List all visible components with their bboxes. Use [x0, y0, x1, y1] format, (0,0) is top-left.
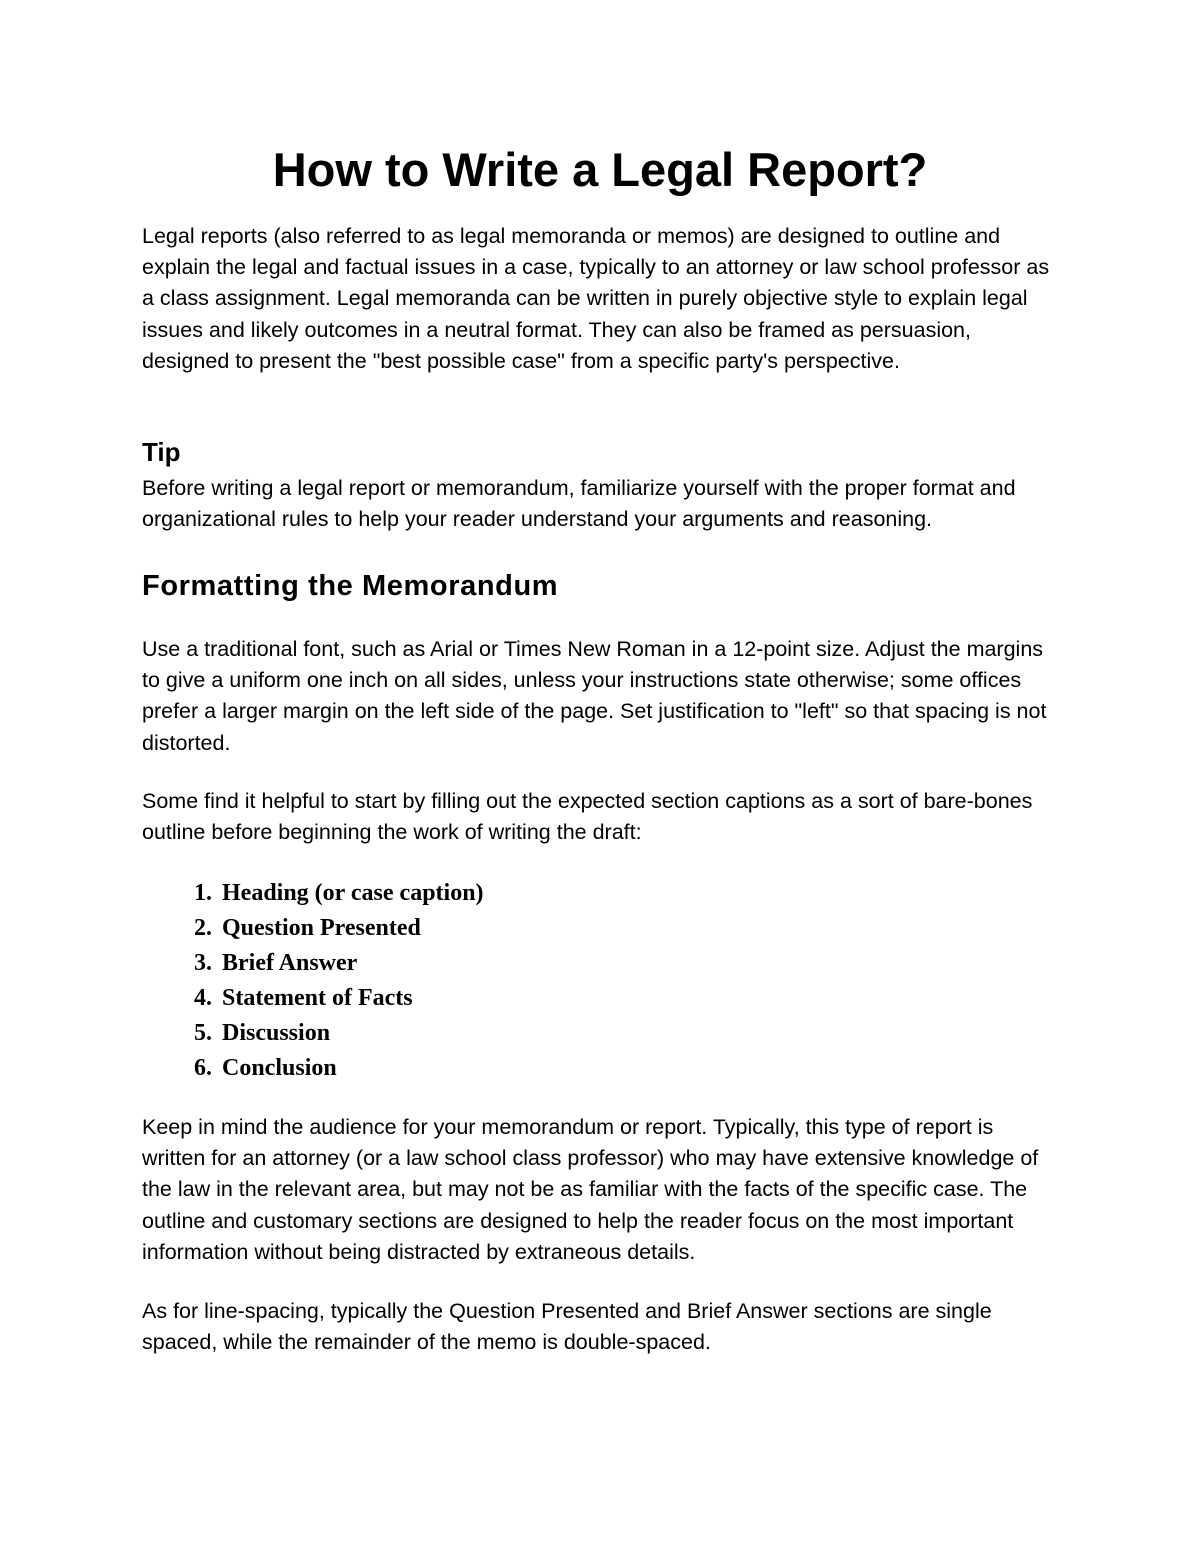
tip-paragraph: Before writing a legal report or memorandum, familiarize yourself with the proper format and organizational rules to help your reader understand your arguments and reasoning.	[142, 476, 1016, 532]
list-item-label: Discussion	[222, 1020, 331, 1046]
list-item-label: Statement of Facts	[222, 985, 413, 1011]
list-item	[142, 876, 484, 911]
list-item-number: 4.	[194, 985, 212, 1011]
list-item-number: 5.	[194, 1020, 212, 1046]
list-item	[142, 946, 484, 981]
page-title: How to Write a Legal Report?	[272, 143, 928, 196]
section-captions-list	[142, 876, 484, 1086]
list-item-label: Conclusion	[222, 1055, 337, 1081]
list-item-number: 3.	[194, 950, 212, 976]
intro-paragraph: Legal reports (also referred to as legal memoranda or memos) are designed to outline and explain the legal and factual issues in a case, typically to an attorney or law school professor as a class assignment. Legal memoranda can be written in purely objective style to explain legal issues and likely outcomes in a neutral format. They can also be framed as persuasion, designed to present the "best possible case" from a specific party's perspective.	[142, 224, 1050, 373]
audience-paragraph: Keep in mind the audience for your memorandum or report. Typically, this type of report is written for an attorney (or a law school class professor) who may have extensive knowledge of the law in the relevant area, but may not be as familiar with the facts of the specific case. The outline and customary sections are designed to help the reader focus on the most important information without being distracted by extraneous details.	[142, 1115, 1039, 1264]
line-spacing-paragraph: As for line-spacing, typically the Question Presented and Brief Answer sections are single spaced, while the remainder of the memo is double-spaced.	[142, 1299, 992, 1355]
list-item-label: Heading (or case caption)	[222, 880, 484, 906]
list-item-number: 6.	[194, 1055, 212, 1081]
list-item-number: 1.	[194, 880, 212, 906]
list-item-number: 2.	[194, 915, 212, 941]
tip-heading: Tip	[142, 437, 181, 467]
formatting-paragraph-outline: Some find it helpful to start by filling out the expected section captions as a sort of bare-bones outline before beginning the work of writing the draft:	[142, 789, 1033, 845]
list-item	[142, 1016, 484, 1051]
list-item	[142, 911, 484, 946]
list-item-label: Brief Answer	[222, 950, 358, 976]
list-item	[142, 1051, 484, 1086]
list-item	[142, 981, 484, 1016]
formatting-paragraph-font: Use a traditional font, such as Arial or Times New Roman in a 12-point size. Adjust the margins to give a uniform one inch on all sides, unless your instructions state otherwise; some offices prefer a larger margin on the left side of the page. Set justification to "left" so that spacing is not distorted.	[142, 637, 1047, 755]
list-item-label: Question Presented	[222, 915, 421, 941]
formatting-heading: Formatting the Memorandum	[142, 570, 559, 602]
